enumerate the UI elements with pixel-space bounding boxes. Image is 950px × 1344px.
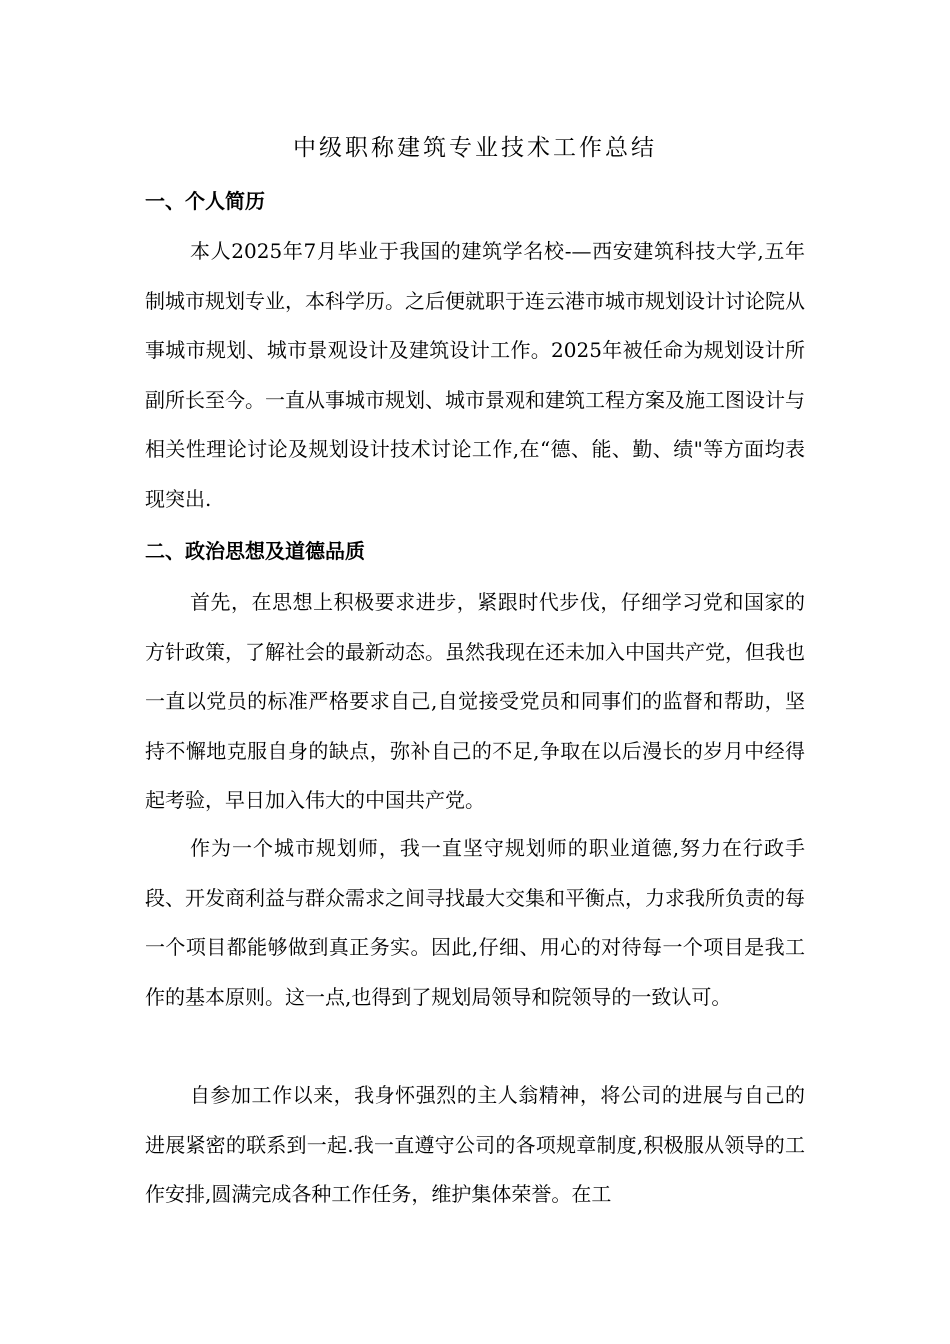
paragraph-resume: 本人2025年7月毕业于我国的建筑学名校-—西安建筑科技大学,五年制城市规划专业，本科学历。之后便就职于连云港市城市规划设计讨论院从事城市规划、城市景观设计及建筑设计工作。2025年被任命为规划设计所副所长至今。一直从事城市规划、城市景观和建筑工程方案及施工图设计与相关性理论讨论及规划设计技术讨论工作,在“德、能、勤、绩"等方面均表现突出. xyxy=(145,239,805,511)
paragraph-political-3: 自参加工作以来，我身怀强烈的主人翁精神，将公司的进展与自己的进展紧密的联系到一起.我一直遵守公司的各项规章制度,积极服从领导的工作安排,圆满完成各种工作任务，维护集体荣誉。在工 xyxy=(145,1083,805,1206)
section-heading-political: 二、政治思想及道德品质 xyxy=(145,539,365,563)
document-title: 中级职称建筑专业技术工作总结 xyxy=(293,135,657,161)
paragraph-political-1: 首先，在思想上积极要求进步，紧跟时代步伐，仔细学习党和国家的方针政策，了解社会的最新动态。虽然我现在还未加入中国共产党，但我也一直以党员的标准严格要求自己,自觉接受党员和同事们的监督和帮助，坚持不懈地克服自身的缺点，弥补自己的不足,争取在以后漫长的岁月中经得起考验，早日加入伟大的中国共产党。 xyxy=(145,590,805,812)
section-heading-resume: 一、个人简历 xyxy=(145,189,265,213)
paragraph-political-2: 作为一个城市规划师，我一直坚守规划师的职业道德,努力在行政手段、开发商利益与群众需求之间寻找最大交集和平衡点，力求我所负责的每一个项目都能够做到真正务实。因此,仔细、用心的对待每一个项目是我工作的基本原则。这一点,也得到了规划局领导和院领导的一致认可。 xyxy=(145,836,805,1009)
